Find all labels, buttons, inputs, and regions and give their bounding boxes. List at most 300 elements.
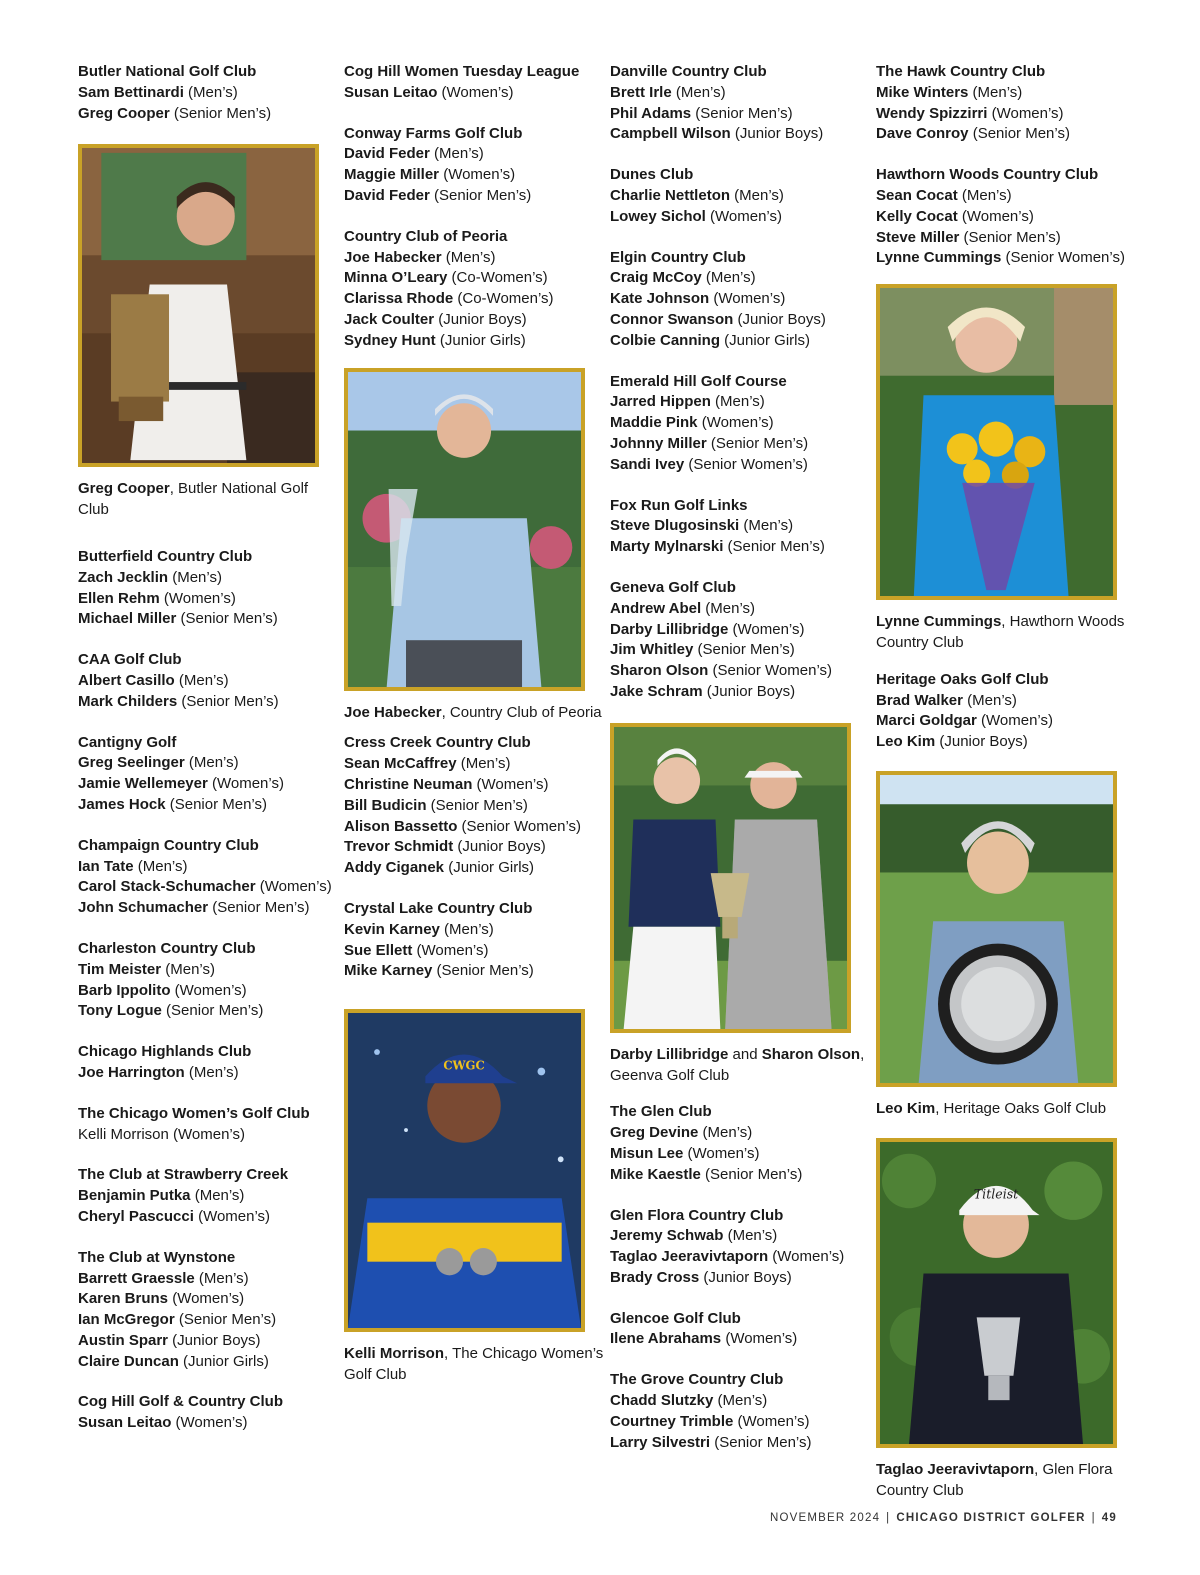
champion-entry [610, 1329, 872, 1350]
champion-name: Marci Goldgar [876, 712, 977, 730]
champion-name: Ilene Abrahams [610, 1330, 722, 1348]
champion-entry [876, 691, 1138, 712]
champion-name: Addy Ciganek [344, 859, 445, 877]
club-name: The Club at Wynstone [78, 1248, 236, 1266]
caption-rest: , Country Club of Peoria [441, 703, 602, 721]
page-footer [770, 1512, 1117, 1524]
photo-taglao-jeeravivtaporn [876, 1138, 1117, 1448]
champion-name: Sean Cocat [876, 186, 958, 204]
champion-entry [78, 1186, 340, 1207]
champion-name: Jamie Wellemeyer [78, 775, 208, 793]
champion-entry [876, 248, 1138, 269]
club-name: Chicago Highlands Club [78, 1043, 252, 1061]
champion-name: Craig McCoy [610, 269, 702, 287]
champion-entry [78, 1269, 340, 1290]
photo-image [348, 372, 581, 687]
champion-entry [344, 289, 606, 310]
champion-category: (Men’s) [698, 1124, 753, 1142]
photo-caption [876, 612, 1138, 654]
club-name: Heritage Oaks Golf Club [876, 670, 1049, 688]
club-list [876, 670, 1138, 753]
champion-entry [78, 857, 340, 878]
champion-category: (Senior Men’s) [177, 692, 279, 710]
champion-category: (Men’s) [133, 857, 188, 875]
champion-entry [610, 620, 872, 641]
champion-entry [344, 941, 606, 962]
champion-name: Lynne Cummings [876, 249, 1002, 267]
caption-person: Taglao Jeeravivtaporn [876, 1460, 1035, 1478]
photo-image [82, 148, 315, 463]
champion-name: Jake Schram [610, 682, 703, 700]
champion-entry [610, 1123, 872, 1144]
club-block [610, 1309, 872, 1351]
club-block [344, 124, 606, 207]
champion-entry [876, 83, 1138, 104]
champion-entry [78, 1207, 340, 1228]
champion-name: Tony Logue [78, 1002, 162, 1020]
club-name: The Glen Club [610, 1103, 712, 1121]
club-block [78, 62, 340, 124]
champion-entry [78, 981, 340, 1002]
photo-joe-habecker [344, 368, 585, 691]
club-name: Cantigny Golf [78, 733, 177, 751]
champion-category: Kelli Morrison (Women’s) [78, 1125, 245, 1143]
champion-category: (Women’s) [159, 589, 236, 607]
champion-category: (Women’s) [171, 1414, 248, 1432]
club-name: Cress Creek Country Club [344, 734, 531, 752]
champion-name: Wendy Spizzirri [876, 104, 988, 122]
champion-name: Colbie Canning [610, 331, 720, 349]
champion-category: (Senior Men’s) [169, 104, 272, 122]
club-name: Fox Run Golf Links [610, 496, 748, 514]
champion-category: (Junior Boys) [699, 1268, 792, 1286]
club-block [344, 899, 606, 982]
champion-entry [610, 331, 872, 352]
champion-name: Minna O’Leary [344, 269, 448, 287]
champion-entry [344, 754, 606, 775]
champion-entry [876, 711, 1138, 732]
champion-entry [876, 104, 1138, 125]
champion-name: Trevor Schmidt [344, 838, 454, 856]
champion-category: (Senior Men’s) [432, 962, 534, 980]
club-name: Champaign Country Club [78, 836, 259, 854]
caption-person: Joe Habecker [344, 703, 442, 721]
champion-entry [610, 516, 872, 537]
champion-entry [610, 1247, 872, 1268]
champion-name: Greg Devine [610, 1124, 699, 1142]
champion-name: Christine Neuman [344, 775, 473, 793]
champion-name: Steve Dlugosinski [610, 517, 740, 535]
champion-category: (Men’s) [962, 691, 1017, 709]
champion-name: Phil Adams [610, 104, 692, 122]
caption-person: Lynne Cummings [876, 613, 1002, 631]
champion-entry [344, 165, 606, 186]
page-number: 49 [1101, 1512, 1117, 1524]
champion-category: (Women’s) [976, 712, 1053, 730]
champion-name: Ian Tate [78, 857, 134, 875]
champion-entry [78, 671, 340, 692]
footer-date: NOVEMBER 2024 [769, 1512, 881, 1524]
champion-entry [610, 104, 872, 125]
club-name: Elgin Country Club [610, 248, 746, 266]
champion-name: Larry Silvestri [610, 1433, 711, 1451]
champion-entry [344, 186, 606, 207]
champion-entry [78, 1352, 340, 1373]
champion-name: Bill Budicin [344, 796, 427, 814]
club-list [78, 62, 340, 124]
club-block [344, 733, 606, 879]
champion-name: Chadd Slutzky [610, 1392, 714, 1410]
champion-name: Barrett Graessle [78, 1269, 195, 1287]
champion-entry [344, 310, 606, 331]
champion-name: Sandi Ivey [610, 455, 685, 473]
champion-category: (Women’s) [472, 775, 549, 793]
club-block [78, 1165, 340, 1227]
club-name: Country Club of Peoria [344, 227, 508, 245]
champion-name: Carol Stack-Schumacher [78, 878, 256, 896]
club-block [610, 578, 872, 703]
champion-category: (Women’s) [683, 1144, 760, 1162]
champion-name: Greg Seelinger [78, 754, 185, 772]
champion-category: (Senior Men’s) [710, 1433, 812, 1451]
club-block [610, 496, 872, 558]
champion-name: Taglao Jeeravivtaporn [610, 1248, 769, 1266]
champion-category: (Men’s) [713, 1392, 768, 1410]
champion-name: Maddie Pink [610, 414, 698, 432]
champion-entry [344, 796, 606, 817]
champion-category: (Men’s) [456, 755, 511, 773]
champion-entry [610, 1144, 872, 1165]
champion-category: (Senior Men’s) [208, 899, 310, 917]
champion-category: (Senior Men’s) [691, 104, 793, 122]
footer-separator: | [1091, 1512, 1096, 1524]
champion-name: Alison Bassetto [344, 817, 458, 835]
club-block [610, 62, 872, 145]
champion-name: Johnny Miller [610, 434, 707, 452]
champion-entry [610, 1268, 872, 1289]
champion-entry [78, 877, 340, 898]
champion-category: (Men’s) [739, 517, 794, 535]
champion-category: (Women’s) [168, 1290, 245, 1308]
champion-entry [78, 692, 340, 713]
champion-entry [610, 1391, 872, 1412]
champion-entry [78, 1413, 340, 1434]
club-block [78, 1042, 340, 1084]
champion-category: (Senior Women’s) [457, 817, 582, 835]
club-name: Cog Hill Golf & Country Club [78, 1393, 283, 1411]
champion-entry [610, 207, 872, 228]
champion-name: Mike Kaestle [610, 1165, 701, 1183]
champion-name: Joe Harrington [78, 1063, 185, 1081]
champion-category: (Men’s) [701, 269, 756, 287]
column-2 [344, 62, 606, 1406]
champion-category: (Women’s) [733, 1412, 810, 1430]
caption-person-2: Sharon Olson [761, 1045, 861, 1063]
photo-lynne-cummings [876, 284, 1117, 600]
column-3 [610, 62, 872, 1473]
photo-leo-kim [876, 771, 1117, 1087]
champion-name: Barb Ippolito [78, 981, 171, 999]
champion-entry [610, 83, 872, 104]
champion-name: Dave Conroy [876, 125, 969, 143]
club-name: Charleston Country Club [78, 939, 256, 957]
photo-image [880, 288, 1113, 596]
champion-category: (Men’s) [710, 393, 765, 411]
champion-name: Kelly Cocat [876, 207, 958, 225]
champion-name: Mike Karney [344, 962, 433, 980]
champion-name: Joe Habecker [344, 248, 442, 266]
champion-name: Marty Mylnarski [610, 538, 724, 556]
club-block [78, 836, 340, 919]
club-name: The Chicago Women’s Golf Club [78, 1104, 310, 1122]
club-block [78, 1392, 340, 1434]
club-block [876, 165, 1138, 269]
champion-entry [610, 186, 872, 207]
champion-category: (Men’s) [723, 1227, 778, 1245]
club-name: Conway Farms Golf Club [344, 124, 523, 142]
champion-name: David Feder [344, 186, 430, 204]
champion-entry [610, 1433, 872, 1454]
champion-name: John Schumacher [78, 899, 209, 917]
champion-name: Tim Meister [78, 960, 162, 978]
champion-name: Greg Cooper [78, 104, 170, 122]
champion-entry [610, 1412, 872, 1433]
photo-caption [344, 1344, 606, 1386]
champion-entry [78, 1289, 340, 1310]
champion-entry [610, 310, 872, 331]
champion-entry [610, 434, 872, 455]
champion-entry [610, 537, 872, 558]
champion-category: (Senior Women’s) [1001, 249, 1125, 267]
champion-category: (Men’s) [439, 920, 494, 938]
champion-entry [344, 920, 606, 941]
club-list [344, 62, 606, 352]
champion-category: (Senior Women’s) [708, 662, 832, 680]
champion-name: Brady Cross [610, 1268, 700, 1286]
champion-entry [610, 640, 872, 661]
champion-category: (Senior Men’s) [426, 796, 528, 814]
club-block [876, 62, 1138, 145]
champion-category: (Men’s) [194, 1269, 249, 1287]
club-name: Hawthorn Woods Country Club [876, 166, 1099, 184]
champion-name: Andrew Abel [610, 599, 702, 617]
photo-caption [610, 1045, 872, 1087]
champion-name: Brett Irle [610, 83, 672, 101]
champion-category: (Women’s) [705, 207, 782, 225]
champion-name: Jarred Hippen [610, 393, 711, 411]
champion-category: (Women’s) [709, 290, 786, 308]
club-block [610, 165, 872, 227]
champion-entry [78, 1331, 340, 1352]
champion-name: Sharon Olson [610, 662, 709, 680]
champion-entry [610, 1226, 872, 1247]
champion-entry [344, 858, 606, 879]
club-block [610, 1206, 872, 1289]
photo-image [880, 775, 1113, 1083]
champion-name: Cheryl Pascucci [78, 1207, 194, 1225]
champion-entry [78, 609, 340, 630]
club-list [344, 733, 606, 982]
champion-name: Albert Casillo [78, 671, 175, 689]
caption-and: and [728, 1045, 762, 1063]
champion-name: Charlie Nettleton [610, 186, 731, 204]
champion-entry [344, 248, 606, 269]
club-name: Butterfield Country Club [78, 547, 253, 565]
champion-category: (Women’s) [957, 207, 1034, 225]
champion-category: (Junior Boys) [434, 310, 527, 328]
club-name: The Hawk Country Club [876, 63, 1046, 80]
club-name: Glencoe Golf Club [610, 1309, 741, 1327]
champion-category: (Junior Girls) [444, 859, 535, 877]
champion-name: Jeremy Schwab [610, 1227, 724, 1245]
champion-name: Mike Winters [876, 83, 969, 101]
caption-rest: , Geenva Golf Club [610, 1045, 865, 1084]
photo-greg-cooper [78, 144, 319, 467]
caption-rest: , Heritage Oaks Golf Club [935, 1099, 1107, 1117]
champion-category: (Junior Girls) [435, 331, 526, 349]
champion-entry [78, 1063, 340, 1084]
caption-rest: , Butler National Golf Club [78, 480, 309, 519]
champion-entry [78, 898, 340, 919]
champion-name: Sam Bettinardi [78, 83, 184, 101]
caption-person-1: Darby Lillibridge [610, 1045, 729, 1063]
club-name: Butler National Golf Club [78, 63, 257, 80]
champion-category: (Junior Girls) [720, 331, 811, 349]
champion-name: Campbell Wilson [610, 125, 731, 143]
champion-name: Susan Leitao [78, 1414, 172, 1432]
champion-category: (Women’s) [697, 414, 774, 432]
club-name: Cog Hill Women Tuesday League [344, 63, 580, 80]
cap-text: Titleist [973, 1186, 1019, 1202]
champion-entry [344, 83, 606, 104]
club-name: Dunes Club [610, 166, 694, 184]
champion-entry [78, 1001, 340, 1022]
champion-name: Kate Johnson [610, 290, 710, 308]
champion-entry [610, 682, 872, 703]
champion-name: Courtney Trimble [610, 1412, 734, 1430]
club-name: The Club at Strawberry Creek [78, 1166, 289, 1184]
photo-caption [876, 1099, 1138, 1120]
champion-entry [876, 207, 1138, 228]
champion-entry [610, 599, 872, 620]
photo-caption [78, 479, 340, 521]
champion-category: (Co-Women’s) [453, 290, 554, 308]
club-block [610, 372, 872, 476]
champion-category: (Junior Boys) [730, 125, 824, 143]
champion-category: (Men’s) [174, 671, 229, 689]
champion-category: (Co-Women’s) [447, 269, 548, 287]
champion-name: Sue Ellett [344, 941, 413, 959]
club-list [78, 547, 340, 1434]
footer-publication-title: CHICAGO DISTRICT GOLFER [896, 1512, 1086, 1524]
club-block [344, 62, 606, 104]
photo-image [614, 727, 847, 1029]
champion-entry [344, 331, 606, 352]
champion-entry [78, 774, 340, 795]
champion-entry [344, 268, 606, 289]
champion-entry [876, 124, 1138, 145]
champion-name: Claire Duncan [78, 1352, 179, 1370]
champion-name: Susan Leitao [344, 83, 438, 101]
champion-category: (Senior Men’s) [706, 434, 809, 452]
champion-category: (Men’s) [730, 186, 784, 204]
champion-entry [610, 455, 872, 476]
champion-name: Steve Miller [876, 228, 960, 246]
club-name: The Grove Country Club [610, 1371, 784, 1389]
champion-name: Karen Bruns [78, 1290, 169, 1308]
club-name: CAA Golf Club [78, 651, 182, 669]
champion-category: (Senior Men’s) [161, 1002, 264, 1020]
champion-name: Ellen Rehm [78, 589, 160, 607]
champion-entry [78, 960, 340, 981]
champion-name: Jack Coulter [344, 310, 435, 328]
caption-rest: , The Chicago Women’s Golf Club [344, 1345, 604, 1383]
club-block [78, 733, 340, 816]
photo-caption [344, 703, 606, 724]
champion-name: Lowey Sichol [610, 207, 706, 225]
champion-entry [344, 817, 606, 838]
champion-category: (Junior Boys) [935, 733, 1028, 751]
champion-category: (Women’s) [721, 1330, 798, 1348]
champion-category: (Men’s) [429, 145, 484, 163]
champion-category: (Senior Men’s) [174, 1311, 277, 1329]
champion-category: (Men’s) [184, 754, 239, 772]
champion-entry [344, 837, 606, 858]
champion-entry [610, 392, 872, 413]
champion-entry [78, 589, 340, 610]
champion-category: (Men’s) [671, 83, 726, 101]
champion-name: Misun Lee [610, 1144, 684, 1162]
champion-category: (Senior Men’s) [176, 610, 278, 628]
champion-name: David Feder [344, 145, 430, 163]
caption-rest: , Hawthorn Woods Country Club [876, 613, 1125, 651]
club-block [78, 1248, 340, 1373]
champion-category: (Women’s) [412, 941, 489, 959]
champion-category: (Junior Boys) [168, 1331, 261, 1349]
champion-category: (Men’s) [957, 186, 1012, 204]
champion-name: Sydney Hunt [344, 331, 436, 349]
champion-category: (Men’s) [161, 960, 215, 978]
champion-category: (Men’s) [968, 83, 1023, 101]
champion-name: Brad Walker [876, 691, 963, 709]
champion-category: (Senior Men’s) [723, 538, 825, 556]
caption-person: Kelli Morrison [344, 1345, 445, 1363]
champion-entry [876, 228, 1138, 249]
club-block [876, 670, 1138, 753]
champion-entry [344, 775, 606, 796]
champion-category: (Women’s) [193, 1207, 271, 1225]
champion-entry [78, 568, 340, 589]
club-name: Glen Flora Country Club [610, 1206, 784, 1224]
champion-category: (Women’s) [255, 878, 332, 896]
club-block [78, 650, 340, 712]
champion-name: Connor Swanson [610, 310, 734, 328]
champion-category: (Men’s) [184, 1063, 239, 1081]
champion-category: (Women’s) [439, 166, 516, 184]
champion-category: (Senior Men’s) [959, 228, 1061, 246]
champion-entry [876, 186, 1138, 207]
champion-entry [876, 732, 1138, 753]
champion-name: Maggie Miller [344, 166, 440, 184]
champion-name: Zach Jecklin [78, 568, 169, 586]
champion-entry [78, 795, 340, 816]
champion-category: (Junior Boys) [453, 838, 546, 856]
caption-person: Leo Kim [876, 1099, 936, 1117]
club-name: Emerald Hill Golf Course [610, 372, 787, 390]
champion-category: (Women’s) [728, 620, 805, 638]
photo-kelli-morrison [344, 1009, 585, 1332]
photo-caption [876, 1460, 1138, 1502]
